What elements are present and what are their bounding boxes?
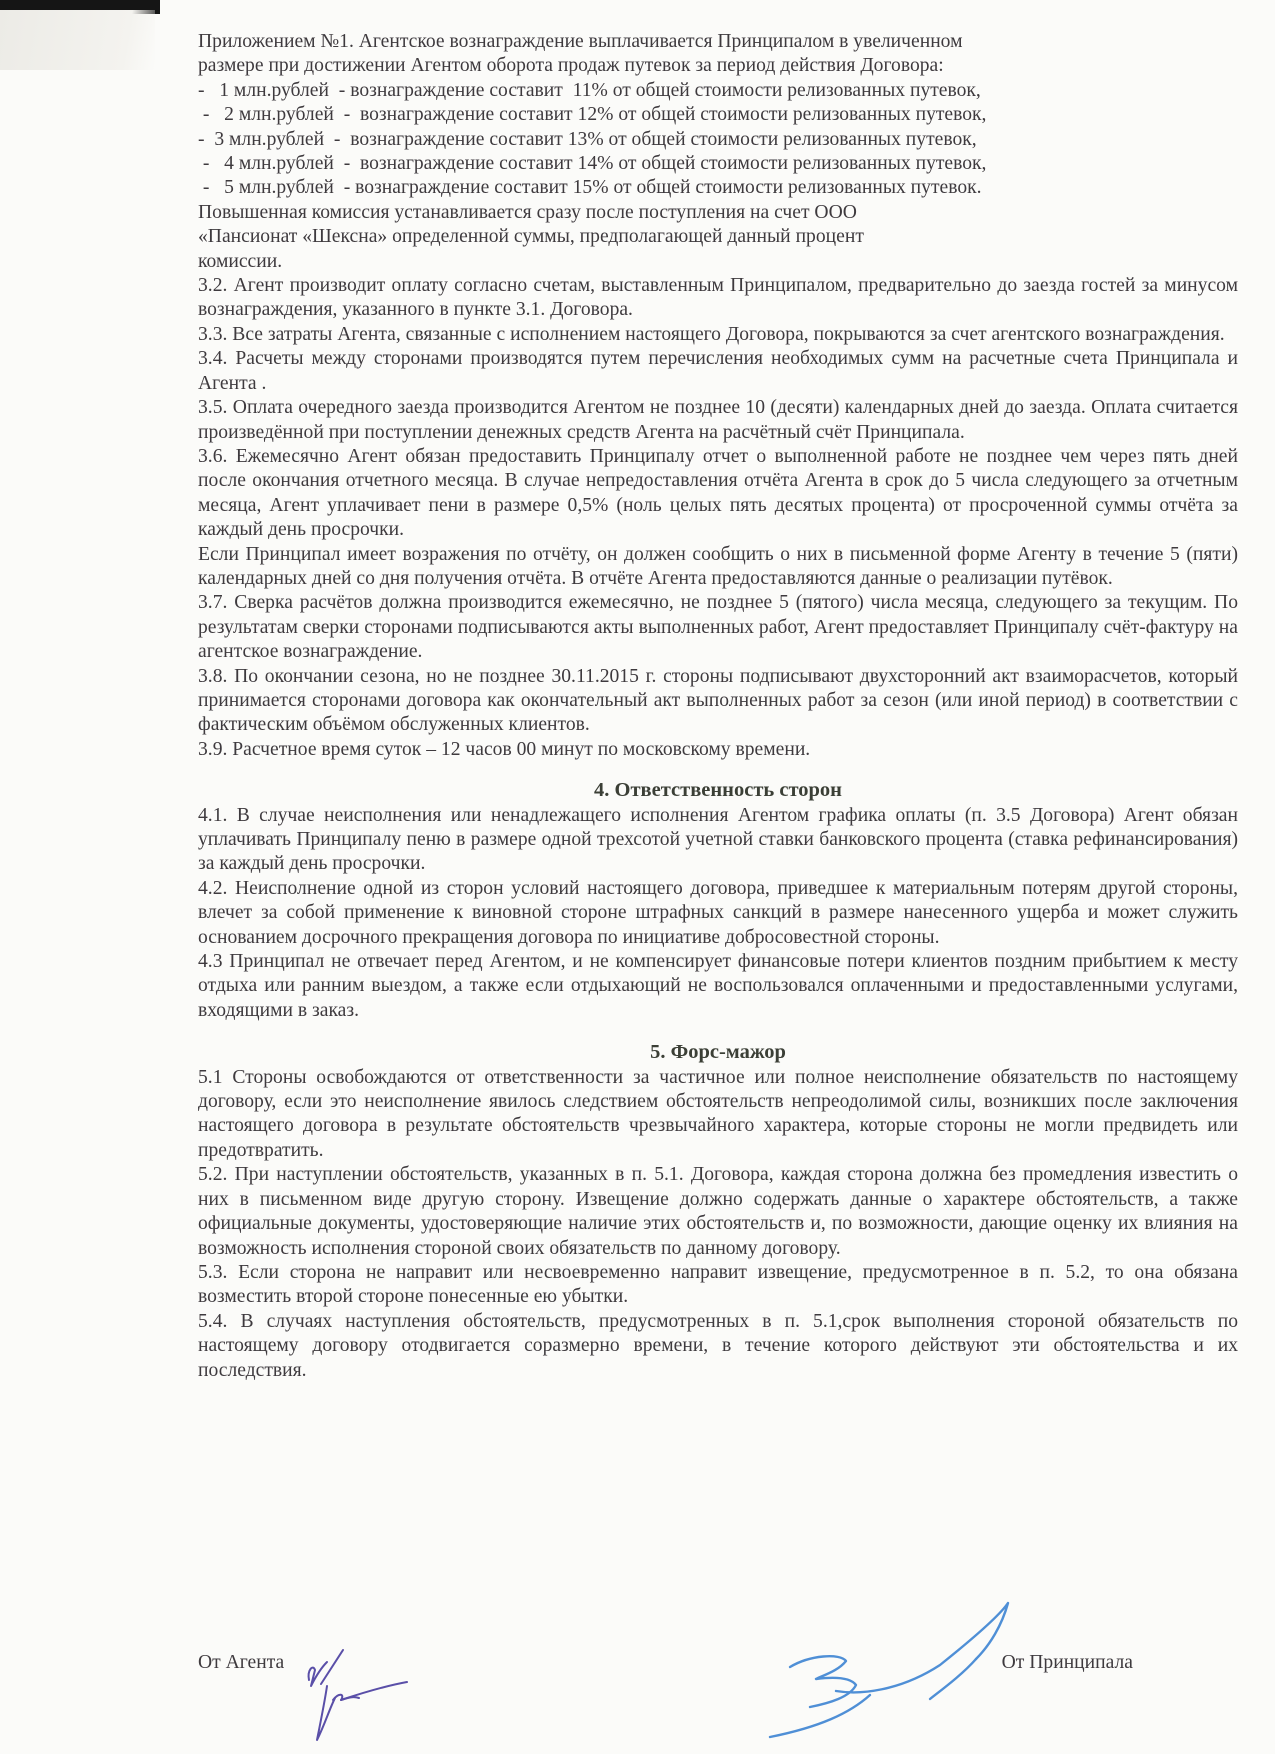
commission-tier-item: - 3 млн.рублей - вознаграждение составит 13% от общей стоимости релизованных путевок, [198,128,977,150]
scan-page-fold [0,10,155,70]
clause-3-6: 3.6. Ежемесячно Агент обязан предоставить Принципалу отчет о выполненной работе не позднее чем через пять дней после окончания отчетного месяца. В случае непредоставления отчёта Агента в срок до 5 числа следующего за отчетным месяца, Агент уплачивает пени в размере 0,5% (ноль целых пять десятых процента) от просроченной суммы отчёта за каждый день просрочки. [198,445,1238,541]
agent-signature-label: От Агента [198,1652,285,1673]
commission-tier-item: - 1 млн.рублей - вознаграждение составит 11% от общей стоимости релизованных путевок, [198,79,981,101]
section-5-heading: 5. Форс-мажор [650,1041,786,1064]
section-4-heading: 4. Ответственность сторон [594,779,842,802]
clause-3-6-objections: Если Принципал имеет возражения по отчёту, он должен сообщить о них в письменной форме Агенту в течение 5 (пяти) календарных дней со дня получения отчёта. В отчёте Агента предоставляются данные о реализации путёвок. [198,543,1238,589]
clause-3-4: 3.4. Расчеты между сторонами производятся путем перечисления необходимых сумм на расчетные счета Принципала и Агента . [198,348,1238,394]
clause-3-9: 3.9. Расчетное время суток – 12 часов 00 минут по московскому времени. [198,738,811,760]
commission-tier-item: - 4 млн.рублей - вознаграждение составит 14% от общей стоимости релизованных путевок, [198,153,987,175]
clause-5-2: 5.2. При наступлении обстоятельств, указанных в п. 5.1. Договора, каждая сторона должна без промедления известить о них в письменном виде другую сторону. Извещение должно содержать данные о характере обстоятельств, а также официальные документы, удостоверяющие наличие этих обстоятельств и, по возможности, дающие оценку их влияния на возможность исполнения стороной своих обязательств по данному договору. [198,1164,1238,1259]
agent-signature-icon [295,1640,415,1750]
clause-3-5: 3.5. Оплата очередного заезда производится Агентом не позднее 10 (десяти) календарных дней до заезда. Оплата считается произведённой при поступлении денежных средств Агента на расчётный счёт Принципала. [198,397,1238,443]
commission-tier-item: - 5 млн.рублей - вознаграждение составит 15% от общей стоимости релизованных путевок. [198,177,982,199]
commission-note-line: комиссии. [198,250,283,272]
clause-4-2: 4.2. Неисполнение одной из сторон условий настоящего договора, приведшее к материальным потерям другой стороны, влечет за собой применение к виновной стороне штрафных санкций в размере нанесенного ущерба и может служить основанием досрочного прекращения договора по инициативе добросовестной стороны. [198,877,1238,948]
clause-3-2: 3.2. Агент производит оплату согласно счетам, выставленным Принципалом, предварительно до заезда гостей за минусом вознаграждения, указанного в пункте 3.1. Договора. [198,275,1238,321]
document-page [198,30,1238,1383]
clause-4-3: 4.3 Принципал не отвечает перед Агентом, и не компенсирует финансовые потери клиентов поздним прибытием к месту отдыха или ранним выездом, а также если отдыхающий не воспользовался оплаченными и предоставленными услугами, входящими в заказ. [198,951,1238,1021]
clause-5-1: 5.1 Стороны освобождаются от ответственности за частичное или полное неисполнение обязательств по настоящему договору, если это неисполнение явилось следствием обстоятельств непреодолимой силы, возникших после заключения настоящего договора в результате обстоятельств чрезвычайного характера, которые стороны не могли предвидеть или предотвратить. [198,1066,1238,1161]
principal-signature-label: От Принципала [1001,1652,1133,1673]
commission-note-line: Повышенная комиссия устанавливается сразу после поступления на счет ООО [198,201,857,223]
commission-tier-item: - 2 млн.рублей - вознаграждение составит 12% от общей стоимости релизованных путевок, [198,104,987,126]
clause-3-7: 3.7. Сверка расчётов должна производится ежемесячно, не позднее 5 (пятого) числа месяца, следующего за текущим. По результатам сверки сторонами подписываются акты выполненных работ, Агент предоставляет Принципалу счёт-фактуру на агентское вознаграждение. [198,592,1238,663]
clause-3-8: 3.8. По окончании сезона, но не позднее 30.11.2015 г. стороны подписывают двухсторонний акт взаиморасчетов, который принимается сторонами договора как окончательный акт выполненных работ за сезон (или иной период) в соответствии с фактическим объёмом обслуженных клиентов. [198,665,1238,736]
commission-note-line: «Пансионат «Шексна» определенной суммы, предполагающей данный процент [198,226,864,248]
clause-4-1: 4.1. В случае неисполнения или ненадлежащего исполнения Агентом графика оплаты (п. 3.5 Договора) Агент обязан уплачивать Принципалу пеню в размере одной трехсотой учетной ставки банковского процента (ставка рефинансирования) за каждый день просрочки. [198,804,1238,875]
intro-line: размере при достижении Агентом оборота продаж путевок за период действия Договора: [198,55,944,77]
clause-5-4: 5.4. В случаях наступления обстоятельств, предусмотренных в п. 5.1,срок выполнения стороной обязательств по настоящему договору отодвигается соразмерно времени, в течение которого действуют эти обстоятельства и их последствия. [198,1310,1238,1381]
clause-3-3: 3.3. Все затраты Агента, связанные с исполнением настоящего Договора, покрываются за счет агентского вознаграждения. [198,323,1225,345]
clause-5-3: 5.3. Если сторона не направит или несвоевременно направит извещение, предусмотренное в п. 5.2, то она обязана возместить второй стороне понесенные ею убытки. [198,1261,1238,1308]
intro-line: Приложением №1. Агентское вознаграждение выплачивается Принципалом в увеличенном [198,31,963,52]
